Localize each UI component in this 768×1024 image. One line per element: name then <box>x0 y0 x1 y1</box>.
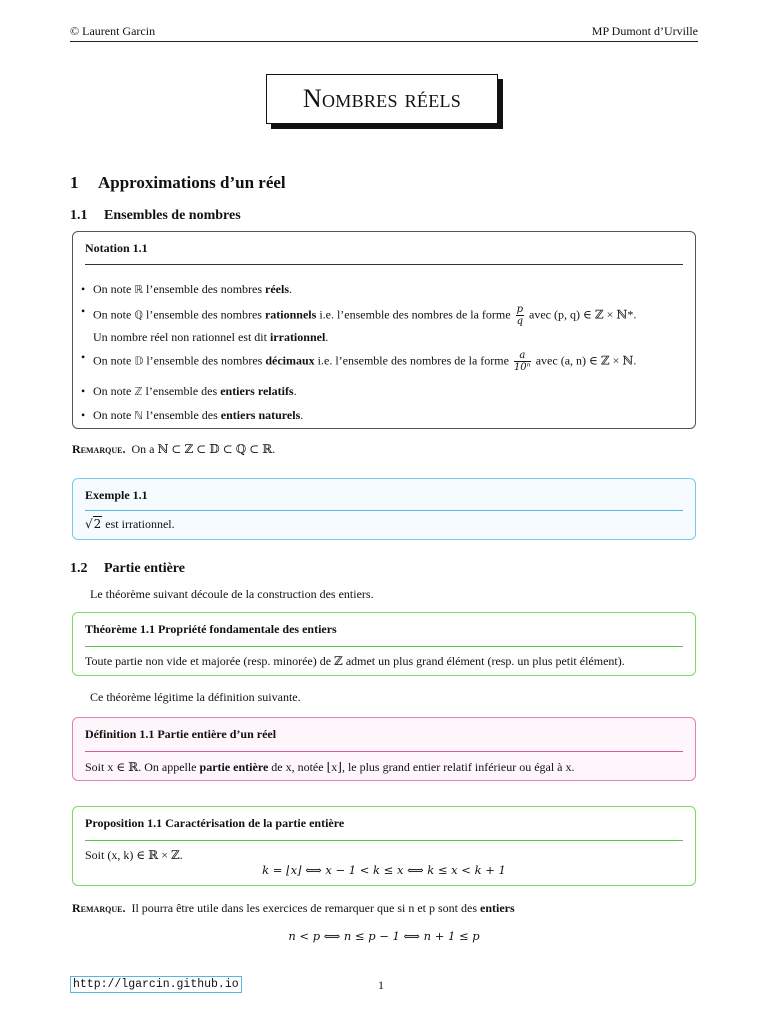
fraction: $\frac{p}{q}$ <box>516 304 523 327</box>
list-item: • On note ℤ l’ensemble des entiers relatifs. <box>81 384 297 398</box>
subsection-number: 1.2 <box>70 561 88 576</box>
list-item: • On note 𝔻 l’ensemble des nombres décimaux i.e. l’ensemble des nombres de la forme $\frac{a}{\text{10ⁿ}}$ avec (a, n) ∈ ℤ × ℕ. <box>81 350 637 373</box>
list-item-continuation: Un nombre réel non rationnel est dit irrationnel. <box>93 330 329 344</box>
page-number: 1 <box>378 978 384 992</box>
list-item: • On note ℚ l’ensemble des nombres rationnels i.e. l’ensemble des nombres de la forme $\frac{p}{q}$ avec (p, q) ∈ ℤ × ℕ*. <box>81 304 637 327</box>
document-page <box>70 0 698 1024</box>
theorem-box <box>72 612 696 676</box>
definition-title: Définition 1.1 Partie entière d’un réel <box>85 727 277 741</box>
section-heading <box>70 173 286 193</box>
proposition-line: Soit (x, k) ∈ ℝ × ℤ. <box>85 848 183 862</box>
theorem-body: Toute partie non vide et majorée (resp. minorée) de ℤ admet un plus grand élément (resp. un plus petit élément). <box>85 654 625 668</box>
bullet: • <box>81 408 86 422</box>
title-frame <box>266 74 498 124</box>
definition-body: Soit x ∈ ℝ. On appelle partie entière de x, notée ⌊x⌋, le plus grand entier relatif inférieur ou égal à x. <box>85 760 575 774</box>
theorem-rule <box>85 646 683 647</box>
bullet: • <box>81 384 86 398</box>
subsection-title: Partie entière <box>104 561 185 576</box>
subsection-title: Ensembles de nombres <box>104 208 241 223</box>
footer-link[interactable]: http://lgarcin.github.io <box>70 976 242 993</box>
example-rule <box>85 510 683 511</box>
header-rule <box>70 41 698 42</box>
remark-label: Remarque. <box>72 901 126 915</box>
remark-2: Remarque. Il pourra être utile dans les exercices de remarquer que si n et p sont des entiers <box>72 901 515 915</box>
notation-title: Notation 1.1 <box>85 241 148 255</box>
example-box <box>72 478 696 540</box>
example-body: √2 est irrationnel. <box>85 517 175 531</box>
subsection-number: 1.1 <box>70 208 88 223</box>
page-title: Nombres réels <box>266 74 498 124</box>
section-title: Approximations d’un réel <box>98 173 286 192</box>
bullet: • <box>81 304 86 318</box>
bullet: • <box>81 282 86 296</box>
bullet: • <box>81 350 86 364</box>
definition-box <box>72 717 696 781</box>
definition-rule <box>85 751 683 752</box>
page-header <box>70 24 698 39</box>
section-number: 1 <box>70 173 79 192</box>
remark-1 <box>72 442 275 457</box>
fraction: $\frac{a}{\text{10ⁿ}}$ <box>513 350 531 373</box>
subsection-heading-1-1 <box>70 208 241 224</box>
proposition-title: Proposition 1.1 Caractérisation de la partie entière <box>85 816 345 830</box>
remark-label: Remarque. <box>72 442 126 456</box>
proposition-box <box>72 806 696 886</box>
theorem-title: Théorème 1.1 Propriété fondamentale des entiers <box>85 622 337 636</box>
subsection-heading-1-2 <box>70 561 185 577</box>
proposition-formula: k = ⌊x⌋ ⟺ x − 1 < k ≤ x ⟺ k ≤ x < k + 1 <box>262 863 506 877</box>
header-author: © Laurent Garcin <box>70 24 156 38</box>
example-title: Exemple 1.1 <box>85 488 148 502</box>
remark-text: On a ℕ ⊂ ℤ ⊂ 𝔻 ⊂ ℚ ⊂ ℝ. <box>131 442 276 456</box>
intro-paragraph: Le théorème suivant découle de la construction des entiers. <box>90 587 374 601</box>
header-school: MP Dumont d’Urville <box>591 24 698 38</box>
proposition-rule <box>85 840 683 841</box>
list-item: • On note ℝ l’ensemble des nombres réels. <box>81 282 292 296</box>
list-item: • On note ℕ l’ensemble des entiers naturels. <box>81 408 304 422</box>
notation-box <box>72 231 696 429</box>
definition-intro: Ce théorème légitime la définition suivante. <box>90 690 301 704</box>
remark-formula: n < p ⟺ n ≤ p − 1 ⟺ n + 1 ≤ p <box>288 929 480 943</box>
sqrt-expression: √2 <box>85 517 102 531</box>
notation-rule <box>85 264 683 265</box>
